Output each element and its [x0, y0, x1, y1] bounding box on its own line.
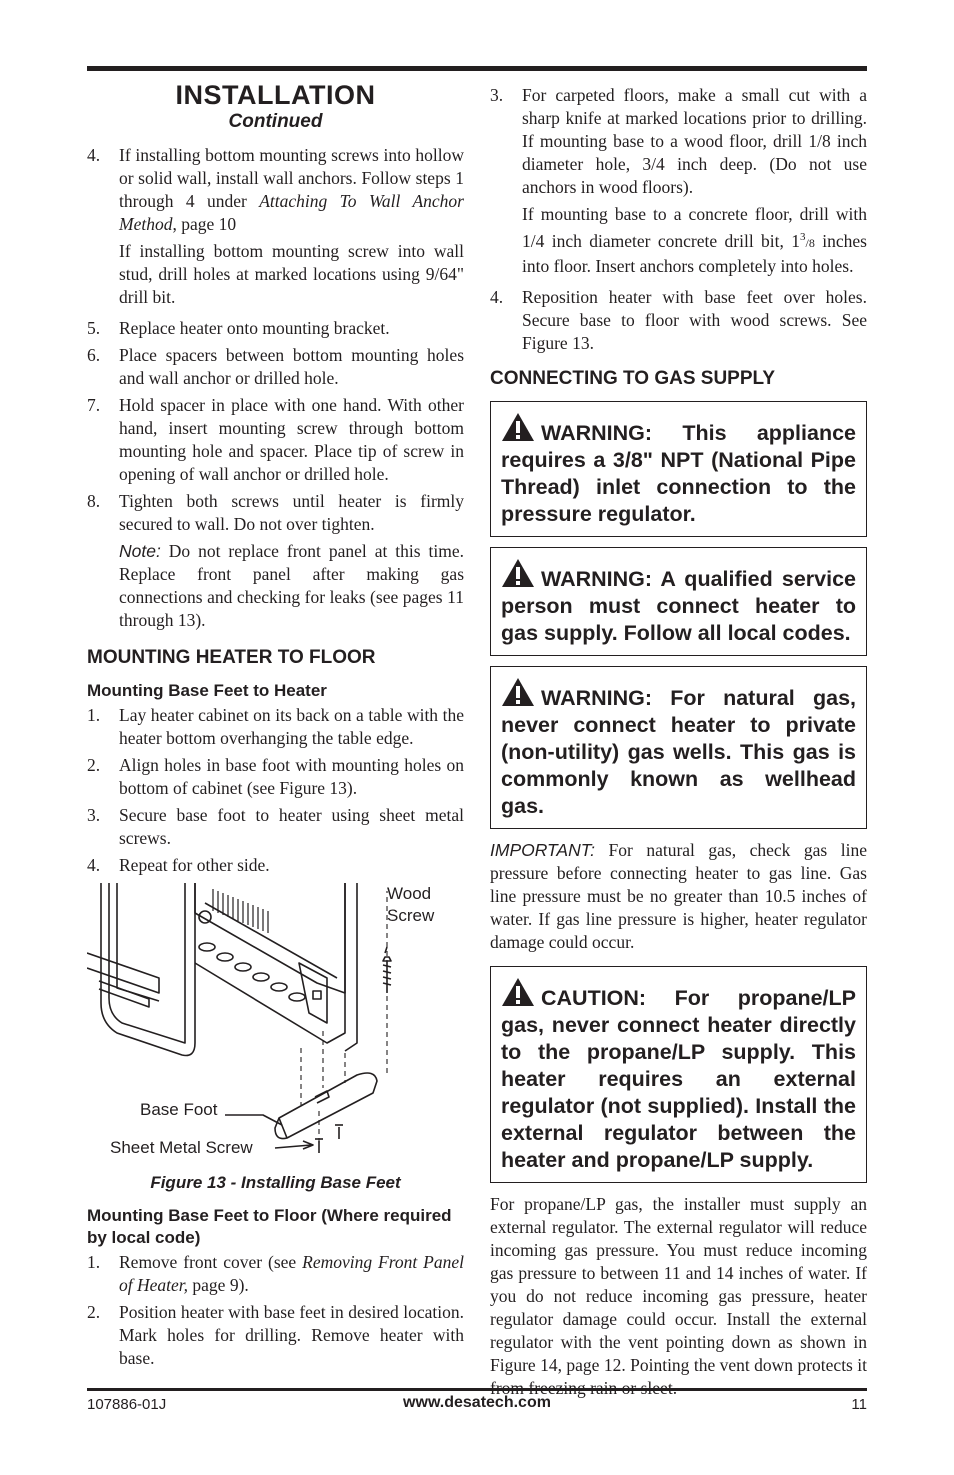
label-wood: Wood [387, 884, 432, 903]
top-rule [87, 66, 867, 71]
step-number: 7. [87, 395, 101, 415]
floor-subheading: Mounting Base Feet to Floor (Where required by local code) [87, 1206, 452, 1247]
step-4 [87, 144, 464, 313]
list-item: 2. Position heater with base feet in desired location. Mark holes for drilling. Remove heater with base. [87, 1302, 464, 1368]
label-sheet-metal-screw: Sheet Metal Screw [110, 1138, 253, 1157]
step-number: 4. [87, 145, 101, 165]
floor-steps-continued [490, 84, 867, 355]
important-label: IMPORTANT: [490, 839, 595, 860]
step-4: 4. Reposition heater with base feet over holes. Secure base to floor with wood screws. See Figure 13. [490, 286, 867, 353]
figure-13 [87, 883, 464, 1173]
list-item: 3. Secure base foot to heater using sheet metal screws. [87, 805, 464, 848]
right-column [490, 84, 867, 1412]
label-screw: Screw [387, 906, 435, 925]
floor-steps [87, 1251, 464, 1370]
wall-steps [87, 144, 464, 632]
base-feet-steps [87, 704, 464, 877]
list-item: 1. Lay heater cabinet on its back on a table with the heater bottom overhanging the table edge. [87, 705, 464, 748]
cross-reference: Removing Front Panel of Heater, [119, 1252, 465, 1295]
step-text: If installing bottom mounting screws into hollow or solid wall, install wall anchors. Follow steps 1 through 4 under Attaching To Wall Anchor Method, page 10 [119, 145, 464, 234]
website-link[interactable]: www.desatech.com [403, 1394, 551, 1411]
step-number: 8. [87, 491, 101, 511]
important-paragraph: IMPORTANT: For natural gas, check gas line pressure before connecting heater to gas line. Gas line pressure must be no greater than 10.5 inches of water. If gas line pressure is higher, heater regulator damage could occur. [490, 839, 867, 952]
step-text: Tighten both screws until heater is firmly secured to wall. Do not over tighten. [119, 491, 464, 534]
warning-triangle-icon [501, 412, 535, 442]
step-6 [87, 344, 464, 390]
cross-reference: Attaching To Wall Anchor Method [119, 191, 464, 234]
bottom-rule [87, 1388, 867, 1391]
step-number: 6. [87, 345, 101, 365]
gas-supply-heading: CONNECTING TO GAS SUPPLY [490, 367, 776, 389]
warning-box-wellhead: WARNING: For natural gas, never connect heater to private (non-utility) gas wells. This gas is commonly known as wellhead gas. [490, 666, 867, 829]
note-paragraph: Note: Do not replace front panel at this time. Replace front panel after making gas connections and checking for leaks (see pages 11 through 13). [119, 541, 464, 630]
list-item: 2. Align holes in base foot with mounting holes on bottom of cabinet (see Figure 13). [87, 755, 464, 798]
part-number: 107886-01J [87, 1396, 167, 1413]
label-base-foot: Base Foot [140, 1100, 218, 1119]
step-text: For carpeted floors, make a small cut with a sharp knife at marked locations prior to drilling. If mounting base to a wood floor, drill 1/8 inch diameter hole, 3/4 inch deep. (Do not use anchors in wood floors). [522, 85, 867, 197]
left-column [87, 80, 464, 1374]
step-extra-text: If mounting base to a concrete floor, drill with 1/4 inch diameter concrete drill bit, $1^3/8$ inches into floor. Insert anchors completely into holes. [522, 204, 867, 276]
section-title: INSTALLATION [175, 80, 376, 110]
base-feet-subheading: Mounting Base Feet to Heater [87, 681, 327, 700]
propane-paragraph: For propane/LP gas, the installer must supply an external regulator. The external regulator will reduce incoming gas pressure. You must reduce incoming gas pressure to between 11 and 14 inches of water. If you do not reduce incoming gas pressure, heater regulator damage could occur. Install the external regulator with the vent pointing down as shown in Figure 14, page 12. Pointing the vent down protects it [490, 1193, 867, 1375]
note-label: Note: [119, 541, 161, 561]
step-text: Hold spacer in place with one hand. With other hand, insert mounting screw through bottom mounting hole and spacer. Place tip of screw in opening of wall anchor or drilled hole. [119, 395, 464, 484]
step-3: 3. For carpeted floors, make a small cut with a sharp knife at marked locations prior to drilling. If mounting base to a wood floor, drill 1/8 inch diameter hole, 3/4 inch deep. (Do not use anchors in wood floors). If mounting base to a concrete floor, drill with 1/4 inch diameter concrete drill bit, $1^3/8$ inches into floor. Insert anchors completely into holes. [490, 85, 867, 276]
step-text: Replace heater onto mounting bracket. [119, 318, 390, 338]
list-item: 4. Repeat for other side. [87, 855, 270, 875]
mounting-floor-heading: MOUNTING HEATER TO FLOOR [87, 647, 376, 668]
step-5 [87, 317, 464, 340]
step-7 [87, 394, 464, 486]
step-number: 5. [87, 318, 101, 338]
section-subtitle: Continued [228, 111, 323, 132]
step-extra-text: If installing bottom mounting screw into wall stud, drill holes at marked locations using 9/64" drill bit. [119, 241, 464, 307]
figure-caption: Figure 13 - Installing Base Feet [150, 1173, 401, 1192]
warning-box-npt: WARNING: This appliance requires a 3/8" NPT (National Pipe Thread) inlet connection to the pressure regulator. [490, 401, 867, 537]
page-number: 11 [851, 1396, 867, 1413]
step-text: Place spacers between bottom mounting holes and wall anchor or drilled hole. [119, 345, 464, 388]
warning-triangle-icon [501, 558, 535, 588]
step-8 [87, 490, 464, 536]
warning-triangle-icon [501, 977, 535, 1007]
warning-box-qualified: WARNING: A qualified service person must connect heater to gas supply. Follow all local codes. [490, 547, 867, 656]
list-item: 1. Remove front cover (see Removing Front Panel of Heater, page 9). [87, 1252, 465, 1295]
caution-box-propane: CAUTION: For propane/LP gas, never connect heater directly to the propane/LP supply. This heater requires an external regulator (not supplied). Install the external regulator between the heater and propane/LP supply. [490, 966, 867, 1183]
warning-triangle-icon [501, 677, 535, 707]
